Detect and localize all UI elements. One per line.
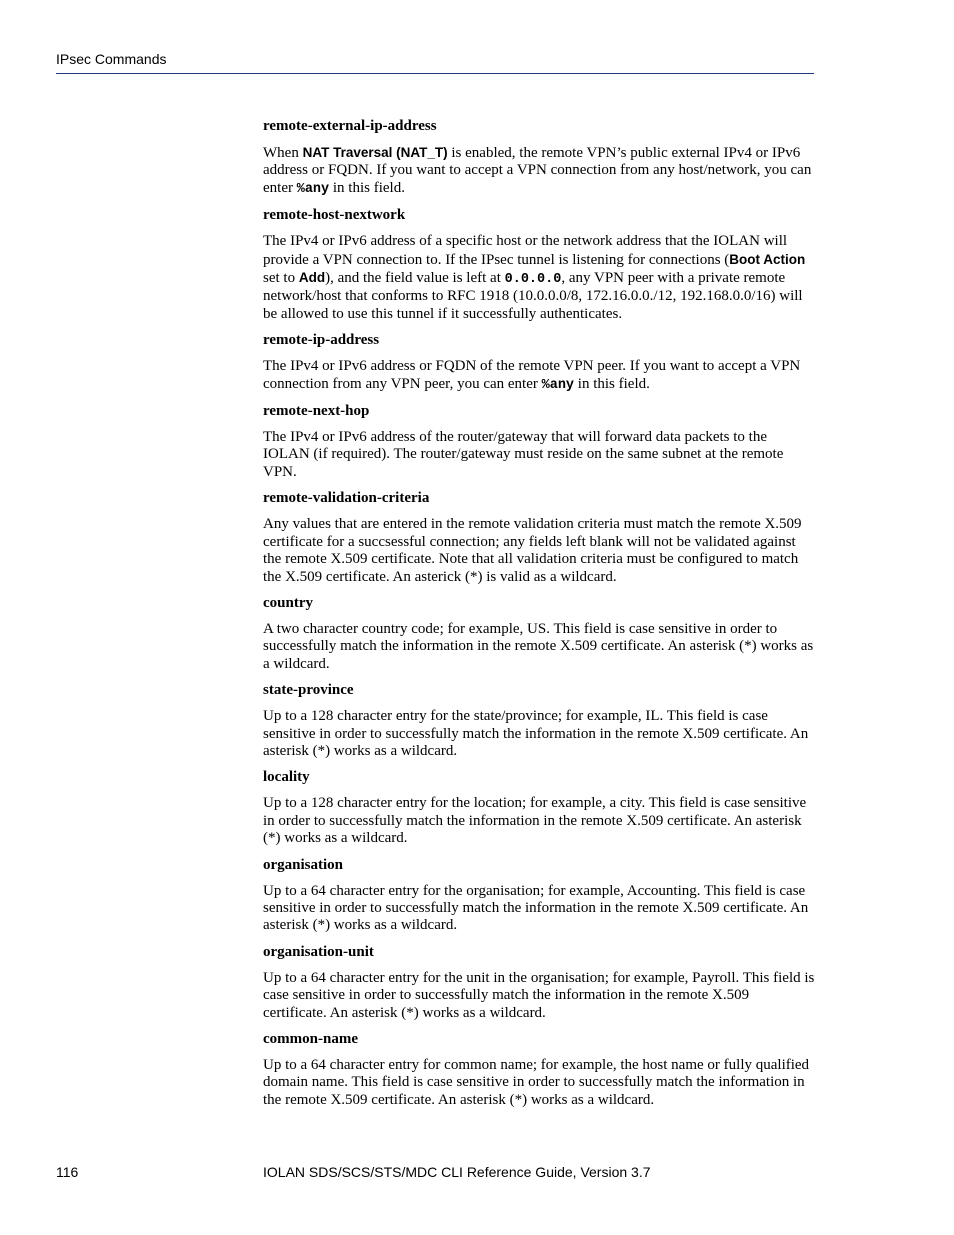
description-text: in this field. xyxy=(574,375,650,392)
description-text: The IPv4 or IPv6 address of the router/gateway that will forward data packets to the IOLAN (if required). The router/gateway must reside on the same subnet at the remote VPN. xyxy=(263,429,784,480)
running-header: IPsec Commands xyxy=(56,51,167,67)
parameter-description xyxy=(263,795,815,847)
parameter-list xyxy=(263,118,815,1118)
parameter-description xyxy=(263,708,815,760)
description-text: Up to a 64 character entry for the unit in the organisation; for example, Payroll. This field is case sensitive in order to successfully match the information in the remote X.509 certificate. An asterisk (*) works as a wildcard. xyxy=(263,969,815,1021)
parameter-name: locality xyxy=(263,769,310,786)
parameter-description xyxy=(263,358,815,394)
description-text: Up to a 64 character entry for the organisation; for example, Accounting. This field is case sensitive in order to successfully match the information in the remote X.509 certificate. An asterisk (*) works as a wildcard. xyxy=(263,882,809,934)
code-value: 0.0.0.0 xyxy=(504,272,562,288)
description-text: Up to a 64 character entry for common name; for example, the host name or fully qualified domain name. This field is case sensitive in order to successfully match the information in the remote X.509 certificate. An asterisk (*) works as a wildcard. xyxy=(263,1057,810,1108)
description-text: The IPv4 or IPv6 address or FQDN of the remote VPN peer. If you want to accept a VPN connection from any VPN peer, you can enter xyxy=(263,358,801,392)
parameter-description xyxy=(263,621,815,673)
parameter-name: remote-external-ip-address xyxy=(263,118,437,134)
parameter-name: common-name xyxy=(263,1031,358,1047)
parameter-name: state-province xyxy=(263,682,354,699)
parameter-name: remote-host-nextwork xyxy=(263,207,406,224)
page-number: 116 xyxy=(56,1164,79,1180)
parameter-description xyxy=(263,970,815,1022)
code-value: %any xyxy=(541,377,575,393)
parameter-name: remote-validation-criteria xyxy=(263,490,430,507)
description-text: is enabled, the remote VPN’s public external IPv4 or IPv6 address or FQDN. If you want to accept a VPN connection from any host/network, you can enter xyxy=(263,145,812,196)
description-text: set to xyxy=(263,270,299,287)
parameter-description xyxy=(263,144,815,198)
parameter-name: organisation-unit xyxy=(263,943,374,960)
parameter-name: country xyxy=(263,594,313,611)
ui-field-name: Add xyxy=(298,270,326,286)
parameter-description xyxy=(263,233,815,323)
description-text: A two character country code; for example, US. This field is case sensitive in order to successfully match the information in the remote X.509 certificate. An asterisk (*) works as a wildcard. xyxy=(263,620,814,672)
ui-field-name: NAT Traversal (NAT_T) xyxy=(302,145,448,160)
description-text: Up to a 128 character entry for the location; for example, a city. This field is case sensitive in order to successfully match the information in the remote X.509 certificate. An asterisk (*) works as a wildcard. xyxy=(263,795,807,847)
footer-doc-title: IOLAN SDS/SCS/STS/MDC CLI Reference Guide, Version 3.7 xyxy=(263,1164,651,1180)
header-rule xyxy=(56,73,814,74)
parameter-description xyxy=(263,429,815,481)
description-text: in this field. xyxy=(329,179,405,196)
parameter-name: remote-next-hop xyxy=(263,403,370,420)
parameter-description xyxy=(263,883,815,935)
description-text: Any values that are entered in the remote validation criteria must match the remote X.509 certificate for a succsessful connection; any fields left blank will not be validated against the remote X.509 certificate. Note that all validation criteria must be configured to match the X.509 certificate. An asterick (*) is valid as a wildcard. xyxy=(263,516,802,585)
ui-field-name: Boot Action xyxy=(729,251,806,267)
description-text: When xyxy=(263,145,303,161)
description-text: ), and the field value is left at xyxy=(325,270,505,287)
code-value: %any xyxy=(296,181,330,197)
parameter-description xyxy=(263,516,815,586)
parameter-name: remote-ip-address xyxy=(263,332,380,349)
description-text: The IPv4 or IPv6 address of a specific host or the network address that the IOLAN will provide a VPN connection to. If the IPsec tunnel is listening for connections ( xyxy=(263,233,788,268)
parameter-name: organisation xyxy=(263,856,344,873)
description-text: , any VPN peer with a private remote network/host that conforms to RFC 1918 (10.0.0.0/8, 172.16.0.0./12, 192.168.0.0/16) will be allowed to use this tunnel if it successfully authenticates. xyxy=(263,270,803,322)
description-text: Up to a 128 character entry for the state/province; for example, IL. This field is case sensitive in order to successfully match the information in the remote X.509 certificate. An asterisk (*) works as a wildcard. xyxy=(263,708,809,759)
parameter-description xyxy=(263,1057,815,1109)
